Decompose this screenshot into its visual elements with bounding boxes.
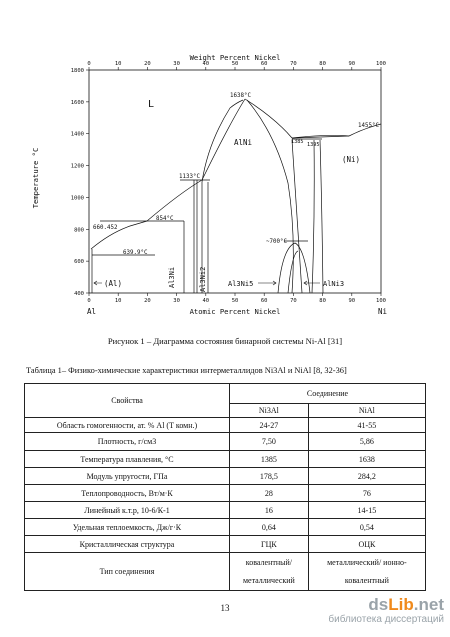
table-row <box>25 519 426 536</box>
row-value-nial: 5,86 <box>308 433 425 451</box>
top-tick-label: 40 <box>202 61 210 67</box>
header-properties: Свойства <box>25 384 230 418</box>
top-tick-label: 80 <box>319 61 326 67</box>
table-row <box>25 468 426 485</box>
watermark-logo <box>328 596 444 614</box>
y-tick-label: 1000 <box>70 195 84 202</box>
ni3al-type-line2: металлический <box>242 575 295 585</box>
row-value-ni3al <box>230 553 309 591</box>
top-tick-label: 10 <box>114 61 122 67</box>
table-row <box>25 502 426 519</box>
row-name: Модуль упругости, ГПа <box>25 468 230 485</box>
label-al3ni2: Al3Ni2 <box>199 266 207 292</box>
page-number: 13 <box>220 603 230 613</box>
top-tick-label: 20 <box>144 61 151 67</box>
ni3al-type-line1: ковалентный/ <box>245 557 293 567</box>
top-tick-label: 70 <box>290 61 297 67</box>
bottom-tick-label: 0 <box>87 298 91 304</box>
row-name: Теплопроводность, Вт/м·К <box>25 485 230 502</box>
header-ni3al: Ni3Al <box>230 404 309 418</box>
watermark-subtitle: библиотека диссертаций <box>328 614 444 625</box>
bottom-tick-label: 70 <box>290 298 297 304</box>
row-value-ni3al: 7,50 <box>230 433 309 451</box>
y-tick-label: 600 <box>74 259 84 266</box>
phase-diagram <box>30 48 410 323</box>
temp-1395: 1395 <box>307 142 320 148</box>
row-name: Линейный к.т.р, 10-6/К-1 <box>25 502 230 519</box>
temp-660: 660.452 <box>93 225 118 231</box>
row-value-ni3al: 28 <box>230 485 309 502</box>
table-row <box>25 433 426 451</box>
row-name: Область гомогенности, ат. % Al (T комн.) <box>25 418 230 433</box>
row-name: Кристаллическая структура <box>25 536 230 553</box>
label-alni: AlNi <box>234 138 253 147</box>
row-value-ni3al: ГЦК <box>230 536 309 553</box>
y-axis-ticks <box>71 68 89 297</box>
temp-700: ~700°C <box>266 239 287 245</box>
temp-1385: 1385 <box>291 139 304 145</box>
watermark <box>328 596 444 626</box>
row-name: Плотность, г/см3 <box>25 433 230 451</box>
row-name: Тип соединения <box>25 553 230 591</box>
arrow-al-phase <box>94 281 102 285</box>
bottom-tick-label: 10 <box>114 298 122 304</box>
row-value-ni3al: 16 <box>230 502 309 519</box>
label-alni3: AlNi3 <box>323 280 345 288</box>
figure-caption: Рисунок 1 – Диаграмма состояния бинарной системы Ni-Al [31] <box>107 336 343 346</box>
row-value-nial: 14-15 <box>308 502 425 519</box>
bottom-tick-label: 80 <box>319 298 326 304</box>
y-tick-label: 1400 <box>70 131 84 138</box>
y-tick-label: 1200 <box>70 163 84 170</box>
header-nial: NiAl <box>308 404 425 418</box>
watermark-brand-tld: .net <box>413 595 444 614</box>
y-tick-label: 1600 <box>70 99 84 106</box>
bottom-tick-label: 50 <box>231 298 239 304</box>
table-row <box>25 536 426 553</box>
top-tick-label: 90 <box>348 61 356 67</box>
row-value-ni3al: 0,64 <box>230 519 309 536</box>
y-tick-label: 800 <box>74 227 84 234</box>
row-value-ni3al: 178,5 <box>230 468 309 485</box>
temp-1133: 1133°C <box>179 174 200 180</box>
table-header-row <box>25 384 426 404</box>
bottom-tick-label: 100 <box>376 298 386 304</box>
top-tick-label: 50 <box>231 61 239 67</box>
row-name: Удельная теплоемкость, Дж/г·К <box>25 519 230 536</box>
label-al3ni: Al3Ni <box>168 266 176 288</box>
label-al-phase: (Al) <box>104 279 123 288</box>
bottom-tick-label: 90 <box>348 298 356 304</box>
y-tick-label: 400 <box>74 291 84 297</box>
y-tick-label: 1800 <box>70 68 84 74</box>
left-element-label: Al <box>87 307 97 316</box>
arrow-al3ni5 <box>258 281 276 285</box>
watermark-brand-accent: Lib <box>388 595 414 614</box>
properties-table <box>24 383 426 591</box>
bottom-axis-title: Atomic Percent Nickel <box>189 307 281 316</box>
row-value-nial: 1638 <box>308 451 425 468</box>
nial-type-line1: металлический/ ионно- <box>327 557 407 567</box>
watermark-brand-main: ds <box>368 595 389 614</box>
row-value-ni3al: 1385 <box>230 451 309 468</box>
top-tick-label: 60 <box>260 61 268 67</box>
bottom-tick-label: 20 <box>144 298 151 304</box>
header-compound: Соединение <box>230 384 426 404</box>
top-axis-ticks <box>87 61 386 70</box>
row-name: Температура плавления, °С <box>25 451 230 468</box>
nial-type-line2: ковалентный <box>344 575 389 585</box>
table-row <box>25 451 426 468</box>
temp-1638: 1638°C <box>230 93 251 99</box>
row-value-nial: 284,2 <box>308 468 425 485</box>
row-value-ni3al: 24-27 <box>230 418 309 433</box>
bottom-tick-label: 30 <box>173 298 180 304</box>
row-value-nial: ОЦК <box>308 536 425 553</box>
label-liquid: L <box>148 99 155 110</box>
right-element-label: Ni <box>378 307 388 316</box>
table-caption: Таблица 1– Физико-химические характеристики интерметаллидов Ni3Al и NiAl [8, 32-36] <box>26 366 347 375</box>
row-value-nial: 76 <box>308 485 425 502</box>
temp-854: 854°C <box>156 216 174 222</box>
label-al3ni5: Al3Ni5 <box>228 280 254 288</box>
temp-639: 639.9°C <box>123 250 148 256</box>
table-row <box>25 418 426 433</box>
row-value-nial <box>308 553 425 591</box>
phase-boundaries <box>91 99 381 293</box>
temp-1455: 1455°C <box>358 123 379 129</box>
top-tick-label: 30 <box>173 61 180 67</box>
top-tick-label: 0 <box>87 61 91 67</box>
bottom-tick-label: 60 <box>260 298 268 304</box>
top-tick-label: 100 <box>376 61 386 67</box>
y-axis-title: Temperature °C <box>31 147 40 209</box>
bottom-axis-ticks <box>87 293 386 304</box>
bottom-tick-label: 40 <box>202 298 210 304</box>
row-value-nial: 41-55 <box>308 418 425 433</box>
plot-frame <box>89 70 381 293</box>
label-ni-phase: (Ni) <box>342 155 361 164</box>
row-value-nial: 0,54 <box>308 519 425 536</box>
table-row <box>25 485 426 502</box>
table-row <box>25 553 426 591</box>
top-axis-title: Weight Percent Nickel <box>189 53 281 62</box>
